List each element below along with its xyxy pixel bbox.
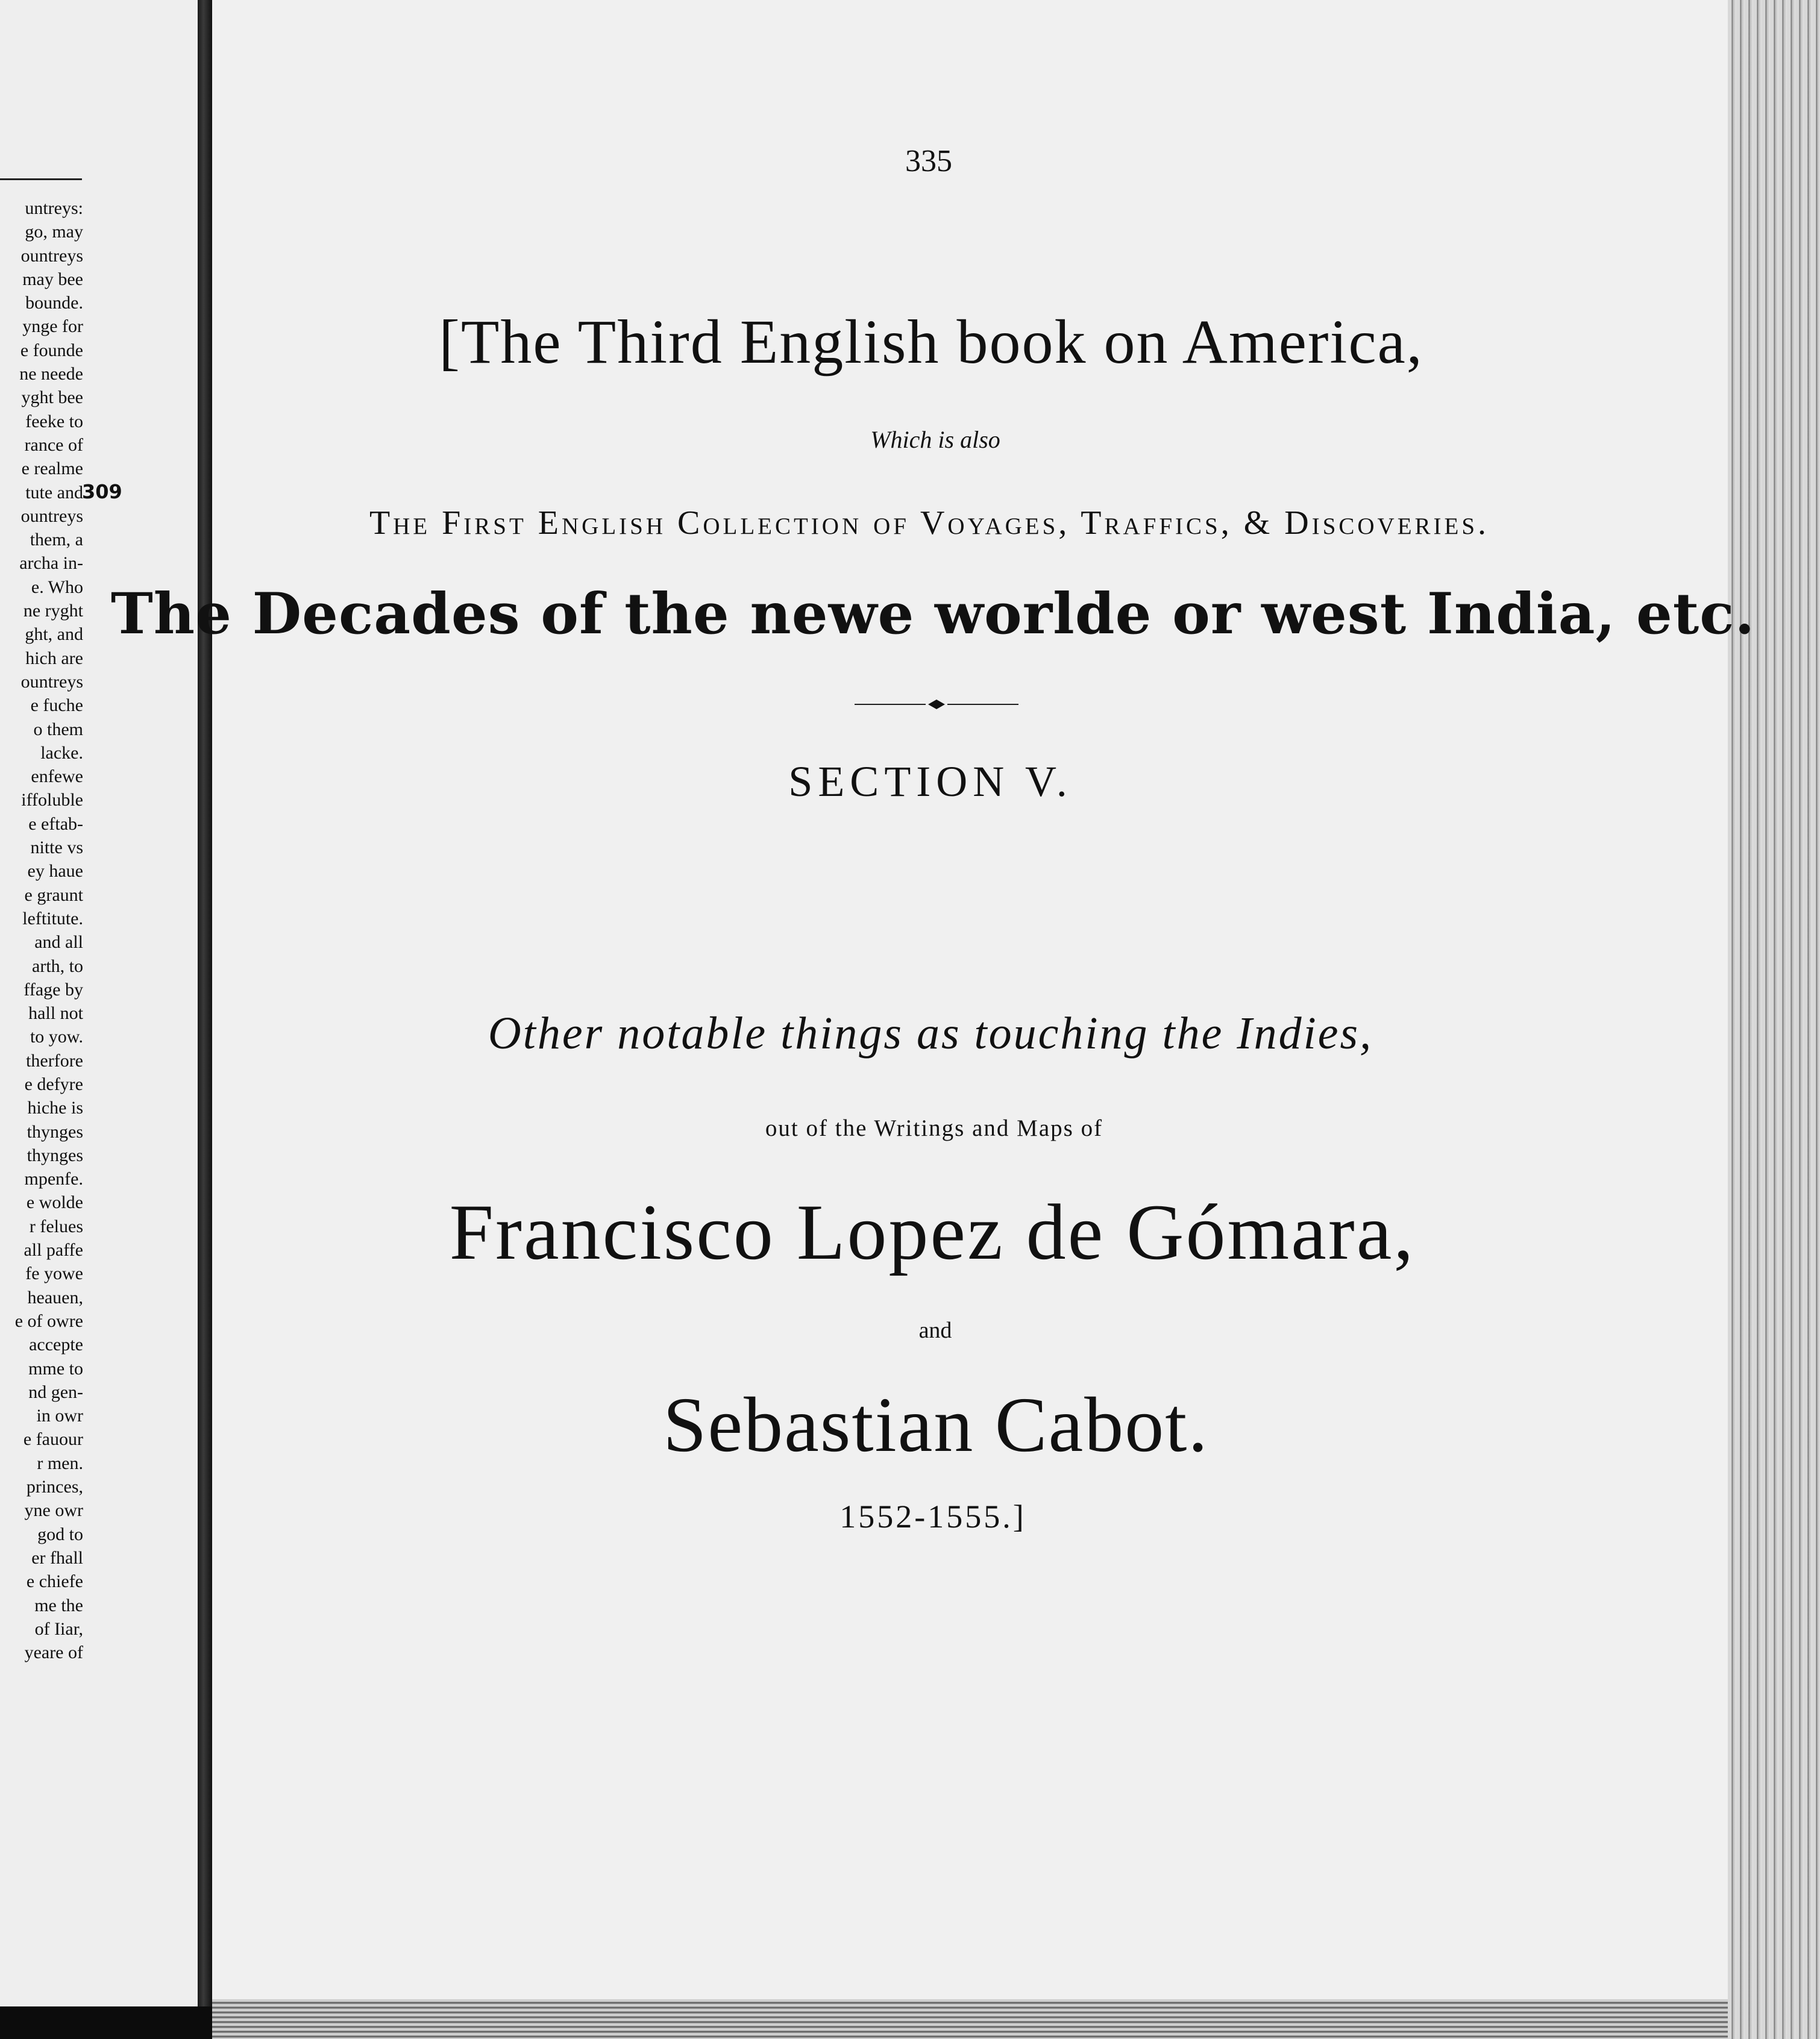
previous-page-line: e graunt (24, 885, 83, 905)
previous-page-line: all paffe (24, 1240, 83, 1261)
which-is-also-line: Which is also (870, 426, 1000, 453)
previous-page-line: ey haue (27, 861, 83, 882)
previous-page-line: yght bee (21, 387, 83, 408)
previous-page-line: e realme (21, 459, 83, 479)
previous-page-line: ountreys (20, 671, 83, 692)
date-range: 1552-1555.] (839, 1499, 1026, 1535)
previous-page-line: ffage by (24, 979, 83, 1000)
previous-page-line: and all (34, 932, 83, 953)
previous-page-line: fe yowe (25, 1264, 83, 1284)
previous-page (0, 0, 198, 2006)
previous-page-line: e chiefe (26, 1571, 83, 1592)
previous-page-line: mme to (28, 1358, 83, 1379)
previous-page-line: rance of (24, 434, 83, 455)
previous-page-line: in owr (36, 1406, 83, 1426)
previous-page-line: ne neede (19, 364, 83, 384)
collection-title: The First English Collection of Voyages, Traffics, & Discoveries. (369, 504, 1490, 542)
previous-page-line: nitte vs (30, 838, 83, 858)
previous-page-line: heauen, (27, 1287, 83, 1308)
previous-page-line: enfewe (31, 766, 83, 787)
previous-page-line: thynges (27, 1121, 83, 1142)
previous-page-line: hall not (28, 1003, 83, 1024)
previous-page-line: ynge for (22, 316, 83, 337)
previous-page-line: feeke to (25, 411, 83, 431)
previous-page-line: thynges (27, 1145, 83, 1165)
previous-page-line: e. Who (31, 577, 83, 597)
author-gomara: Francisco Lopez de Gómara, (449, 1188, 1416, 1276)
subtitle-italic: Other notable things as touching the Indies, (488, 1008, 1373, 1059)
previous-page-line: nd gen- (28, 1382, 83, 1402)
previous-page-line: ountreys (20, 245, 83, 266)
previous-page-line: accepte (29, 1335, 83, 1355)
blackletter-title: The Decades of the newe worlde or west India, etc. (110, 581, 1756, 647)
previous-page-line: yeare of (24, 1643, 83, 1663)
previous-page-line: them, a (30, 530, 83, 550)
previous-page-line: untreys: (25, 198, 83, 218)
previous-page-line: e wolde (26, 1192, 83, 1213)
page-edges-bottom (212, 1999, 1728, 2039)
previous-page-line: may bee (22, 269, 83, 289)
previous-page-line: ountreys (20, 506, 83, 526)
previous-page-line: e founde (20, 340, 83, 360)
previous-page-line: archa in- (19, 553, 83, 574)
previous-page-line: r men. (37, 1453, 83, 1473)
previous-page-line: e of owre (14, 1311, 83, 1331)
previous-page-line: therfore (26, 1050, 83, 1071)
previous-page-line: o them (33, 719, 83, 739)
previous-page-line: e fauour (23, 1429, 83, 1450)
previous-page-line: ght, and (25, 624, 83, 645)
previous-page-line: of Iiar, (34, 1618, 83, 1639)
previous-page-line: ne ryght (23, 601, 83, 621)
previous-page-line: me the (34, 1595, 83, 1615)
previous-page-line: arth, to (32, 956, 83, 976)
previous-page-line: lacke. (40, 742, 83, 763)
previous-page-line: leftitute. (22, 908, 83, 929)
previous-page-line: tute and (25, 482, 83, 503)
diamond-rule-ornament (855, 695, 1018, 713)
title-page (212, 0, 1728, 1999)
previous-page-line: er fhall (31, 1547, 83, 1568)
previous-page-line: mpenfe. (24, 1169, 83, 1189)
section-heading: SECTION V. (788, 757, 1073, 806)
author-cabot: Sebastian Cabot. (663, 1382, 1209, 1468)
previous-page-line: e fuche (30, 695, 83, 716)
margin-line-number: 309 (82, 480, 122, 503)
page-number: 335 (905, 144, 952, 178)
conjunction-and: and (918, 1318, 952, 1343)
previous-page-line: r felues (29, 1216, 83, 1236)
previous-page-line: e eftab- (28, 813, 83, 834)
source-line: out of the Writings and Maps of (765, 1115, 1103, 1141)
previous-page-line: to yow. (30, 1027, 83, 1047)
previous-page-line: go, may (25, 222, 83, 242)
previous-page-line: princes, (26, 1477, 83, 1497)
previous-page-line: e defyre (24, 1074, 83, 1094)
previous-page-line: bounde. (25, 293, 83, 313)
book-gutter (198, 0, 212, 2006)
main-title: [The Third English book on America, (439, 307, 1423, 377)
previous-page-line: yne owr (24, 1500, 83, 1521)
previous-page-line: hich are (25, 648, 83, 668)
previous-page-line: iffoluble (21, 790, 83, 810)
previous-page-line: god to (37, 1524, 83, 1544)
previous-page-line: hiche is (27, 1098, 83, 1118)
